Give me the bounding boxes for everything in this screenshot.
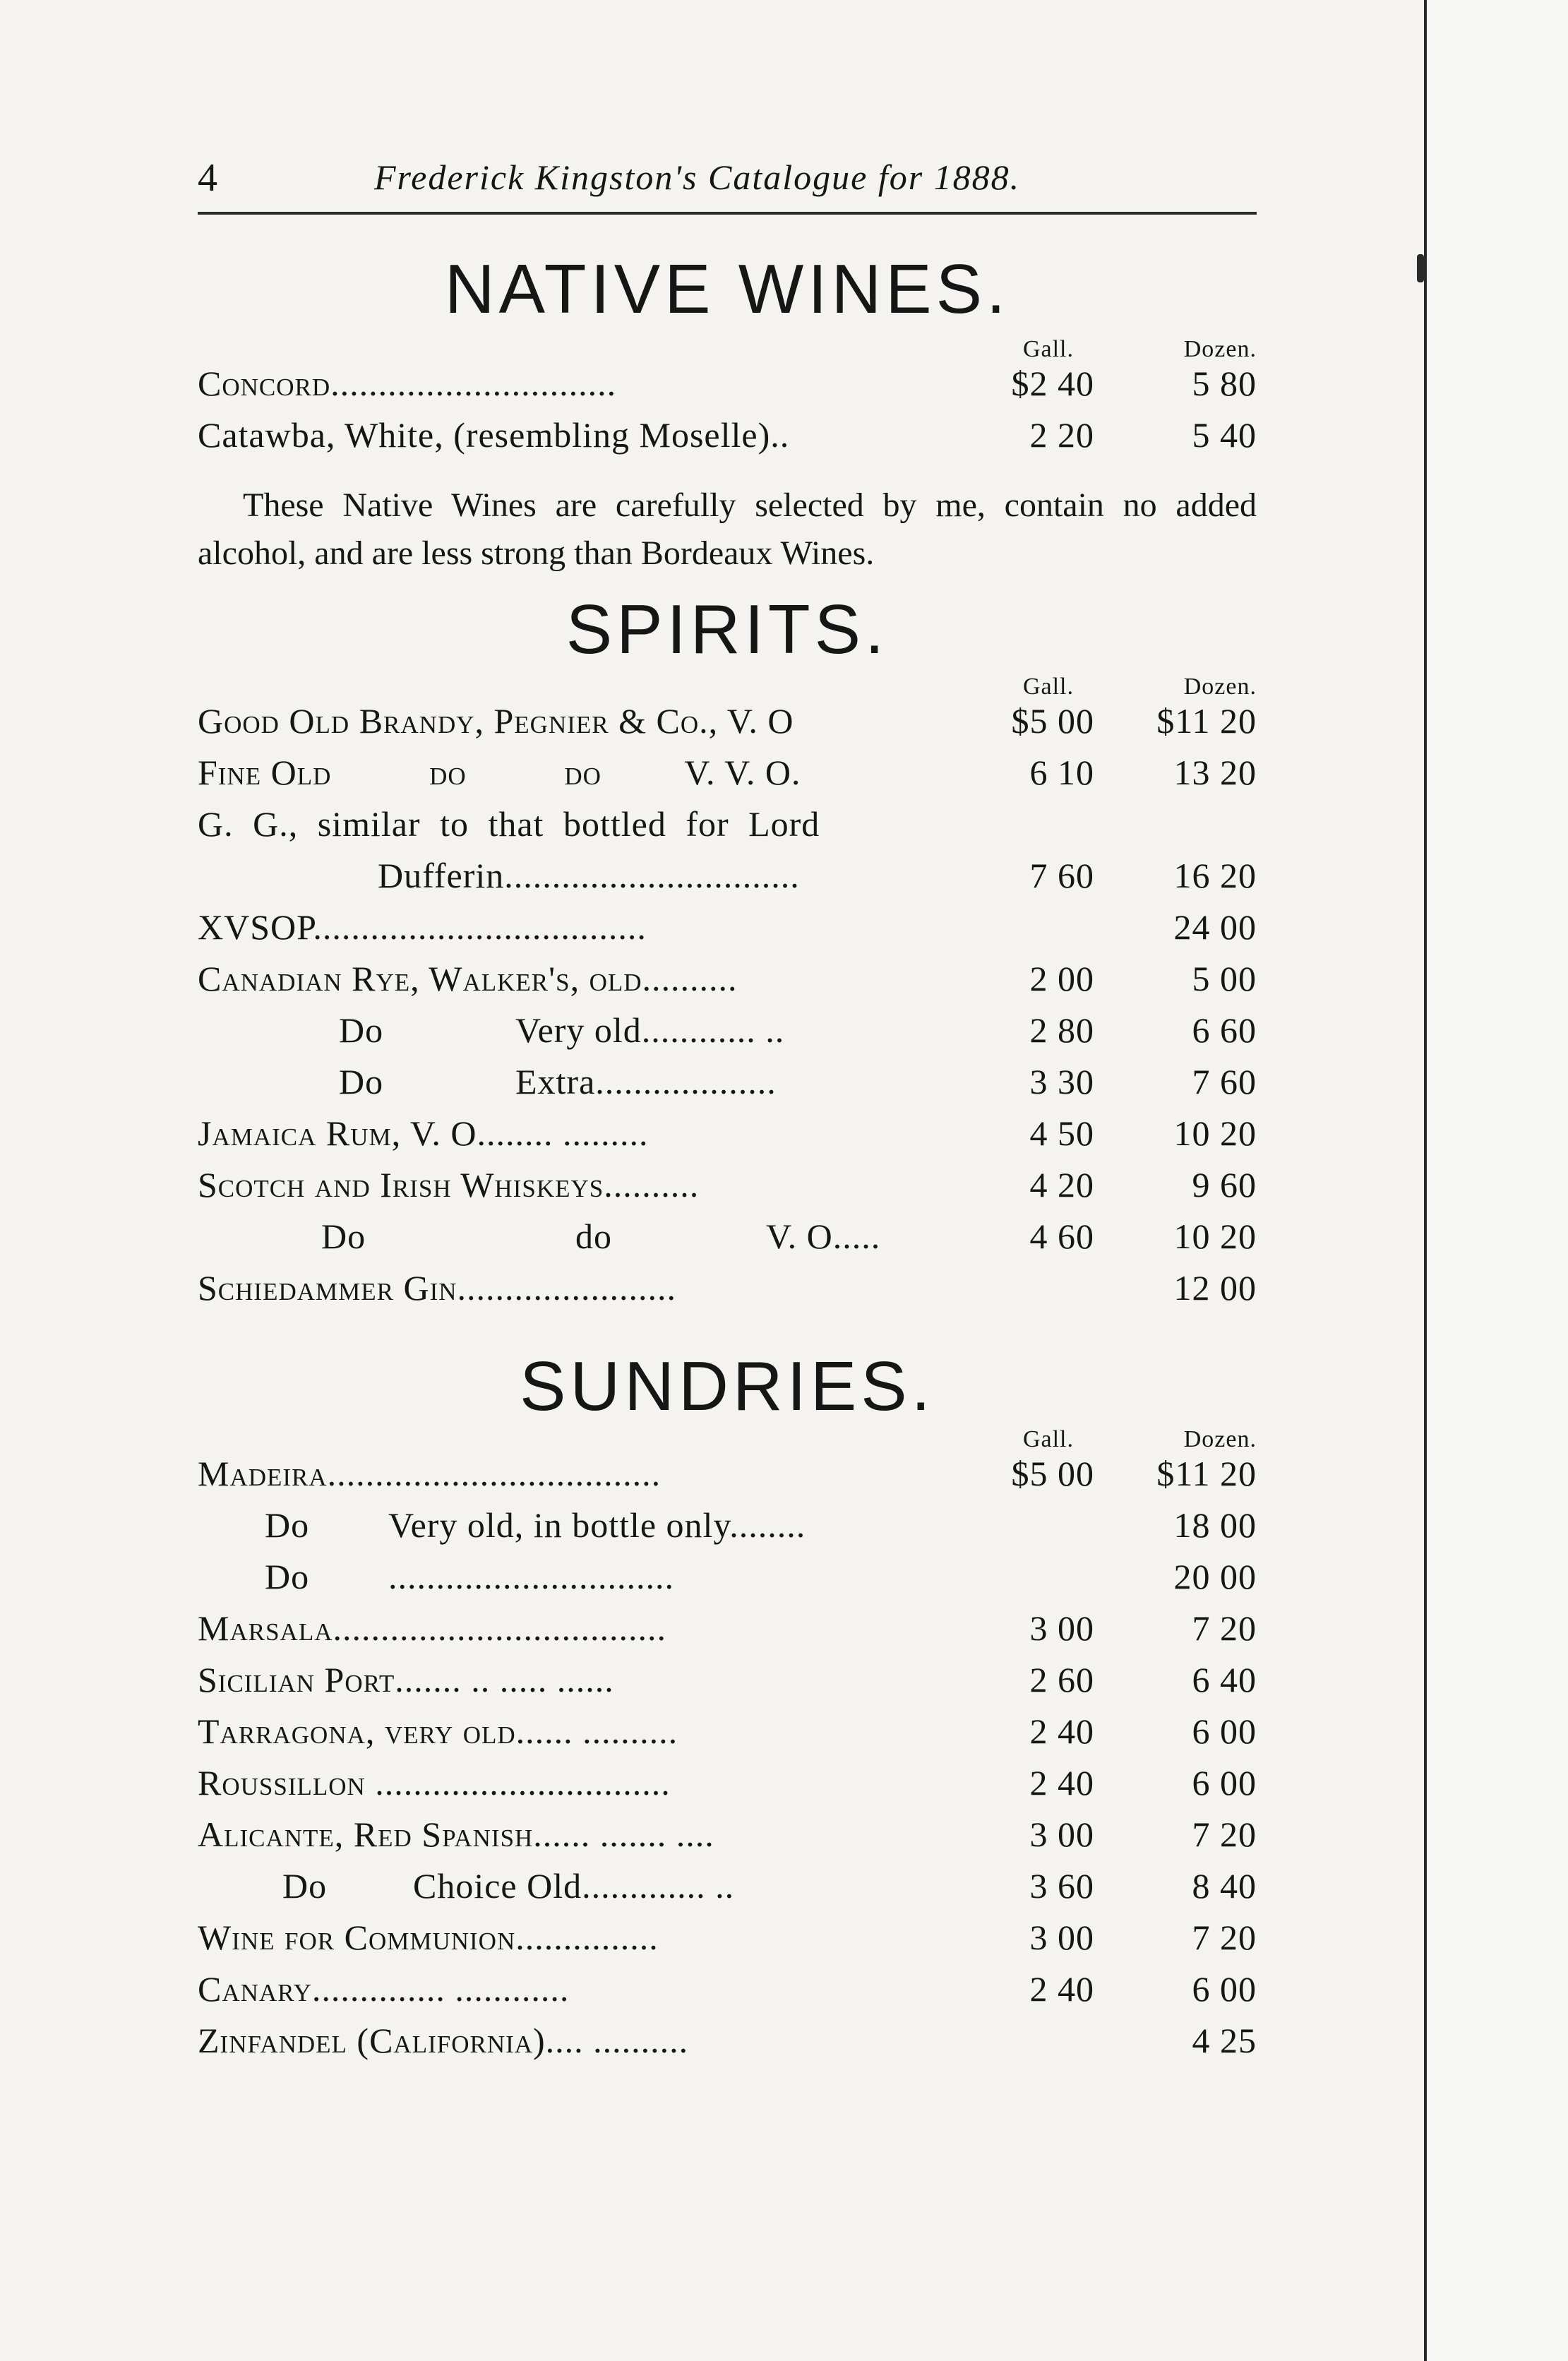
item-name: [198, 1061, 988, 1102]
spirits-section: [198, 590, 1257, 1319]
item-name: [198, 1865, 988, 1906]
price-row: [198, 2020, 1257, 2072]
item-label: Do: [321, 1217, 366, 1256]
item-label: Do: [265, 1505, 310, 1545]
item-mid: ..............................: [388, 1557, 674, 1596]
section-title: SPIRITS.: [565, 590, 889, 668]
item-name: G. G., similar to that bottled for Lord: [198, 804, 820, 844]
catalogue-page: [198, 155, 1257, 2072]
column-headers: [198, 328, 1257, 363]
column-headers: [198, 1425, 1257, 1453]
gall-price: $2 40: [1011, 364, 1094, 403]
price-row: [198, 1010, 1257, 1061]
item-name: Jamaica Rum, V. O........ .........: [198, 1113, 649, 1153]
item-label: Do: [339, 1010, 384, 1050]
gall-price: 2 40: [1029, 1763, 1094, 1803]
item-mid: Extra...................: [515, 1062, 777, 1101]
dozen-price: 6 00: [1192, 1763, 1257, 1803]
price-row: [198, 1453, 1257, 1505]
gall-price: 4 60: [1029, 1217, 1094, 1256]
dozen-price: 8 40: [1192, 1866, 1257, 1906]
price-row: [198, 1711, 1257, 1762]
item-name: Wine for Communion...............: [198, 1918, 659, 1957]
item-tail: V. V. O.: [684, 753, 801, 792]
price-row: [198, 1061, 1257, 1113]
gall-price: 2 40: [1029, 1969, 1094, 2009]
gall-price: 3 60: [1029, 1866, 1094, 1906]
price-row: [198, 1865, 1257, 1917]
gall-price: 3 30: [1029, 1062, 1094, 1101]
item-name: Catawba, White, (resembling Moselle)..: [198, 415, 790, 455]
price-row: [198, 1659, 1257, 1711]
price-row: [198, 1505, 1257, 1556]
gall-price: $5 00: [1011, 1454, 1094, 1493]
item-mid: Very old, in bottle only........: [388, 1505, 806, 1545]
item-name: [198, 1505, 988, 1546]
col-gall: Gall.: [1022, 674, 1075, 700]
gall-price: 2 60: [1029, 1660, 1094, 1699]
gall-price: 2 20: [1029, 415, 1094, 455]
item-name: Marsala...................................: [198, 1608, 666, 1648]
price-row: [198, 958, 1257, 1010]
item-name: [198, 752, 988, 793]
dozen-price: 18 00: [1173, 1505, 1257, 1545]
price-row: [198, 1608, 1257, 1659]
item-name: Sicilian Port....... .. ..... ......: [198, 1660, 614, 1699]
price-row: [198, 414, 1257, 466]
price-row: [198, 855, 1257, 907]
dozen-price: 12 00: [1173, 1268, 1257, 1308]
item-name: Alicante, Red Spanish...... ....... ....: [198, 1815, 714, 1854]
item-name: Scotch and Irish Whiskeys..........: [198, 1165, 700, 1205]
col-dozen: Dozen.: [1183, 1426, 1257, 1452]
item-name: XVSOP...................................: [198, 907, 647, 947]
native-wines-section: [198, 250, 1257, 578]
item-name: Dufferin...............................: [378, 856, 800, 895]
item-name: [198, 1010, 988, 1051]
dozen-price: 16 20: [1173, 856, 1257, 895]
item-label: Do: [282, 1866, 328, 1906]
item-name: Canary.............. ............: [198, 1969, 570, 2009]
gall-price: 7 60: [1029, 856, 1094, 895]
price-row: [198, 1164, 1257, 1216]
item-name: Good Old Brandy, Pegnier & Co., V. O: [198, 701, 794, 741]
col-dozen: Dozen.: [1183, 674, 1257, 700]
price-row: [198, 1917, 1257, 1968]
dozen-price: 5 80: [1192, 364, 1257, 403]
item-name: Zinfandel (California).... ..........: [198, 2021, 689, 2060]
dozen-price: 6 00: [1192, 1711, 1257, 1751]
gall-price: 2 80: [1029, 1010, 1094, 1050]
price-row: [198, 1814, 1257, 1865]
gall-price: $5 00: [1011, 701, 1094, 741]
col-dozen: Dozen.: [1183, 336, 1257, 362]
price-row: [198, 907, 1257, 958]
item-tail: V. O.....: [766, 1217, 881, 1256]
page-edge: [1424, 0, 1568, 2361]
price-row: [198, 1556, 1257, 1608]
dozen-price: 4 25: [1192, 2021, 1257, 2060]
item-mid: do: [429, 753, 467, 792]
dozen-price: 9 60: [1192, 1165, 1257, 1205]
item-name: Concord..............................: [198, 364, 617, 403]
price-row: [198, 1968, 1257, 2020]
dozen-price: 6 60: [1192, 1010, 1257, 1050]
price-row: [198, 1113, 1257, 1164]
dozen-price: 7 60: [1192, 1062, 1257, 1101]
dozen-price: 24 00: [1173, 907, 1257, 947]
dozen-price: 7 20: [1192, 1918, 1257, 1957]
section-title: SUNDRIES.: [520, 1347, 935, 1425]
page-number: 4: [198, 156, 217, 200]
item-mid: do: [564, 753, 602, 792]
running-head: [198, 155, 1257, 215]
price-row: [198, 1267, 1257, 1319]
item-name: Schiedammer Gin.......................: [198, 1268, 677, 1308]
wine-note: These Native Wines are carefully selected by me, contain no added alcohol, and are less strong than Bordeaux Wines.: [198, 486, 1257, 572]
item-name: Canadian Rye, Walker's, old..........: [198, 959, 738, 998]
dozen-price: 20 00: [1173, 1557, 1257, 1596]
item-name: [198, 1216, 988, 1257]
col-gall: Gall.: [1022, 1426, 1075, 1452]
dozen-price: 5 00: [1192, 959, 1257, 998]
dozen-price: 13 20: [1173, 753, 1257, 792]
gall-price: 4 20: [1029, 1165, 1094, 1205]
gall-price: 3 00: [1029, 1815, 1094, 1854]
item-label: Fine Old: [198, 753, 332, 792]
col-gall: Gall.: [1022, 336, 1075, 362]
gall-price: 3 00: [1029, 1608, 1094, 1648]
dozen-price: 6 40: [1192, 1660, 1257, 1699]
dozen-price: $11 20: [1156, 1454, 1257, 1493]
running-title: Frederick Kingston's Catalogue for 1888.: [374, 157, 1021, 197]
column-headers: [198, 668, 1257, 700]
price-row: [198, 363, 1257, 414]
item-label: Do: [339, 1062, 384, 1101]
dozen-price: 10 20: [1173, 1113, 1257, 1153]
dozen-price: 7 20: [1192, 1815, 1257, 1854]
item-mid: do: [575, 1217, 612, 1256]
price-row: [198, 752, 1257, 803]
item-name: [198, 1556, 988, 1597]
dozen-price: $11 20: [1156, 701, 1257, 741]
dozen-price: 10 20: [1173, 1217, 1257, 1256]
item-mid: Very old............ ..: [515, 1010, 785, 1050]
price-row: [198, 803, 1257, 855]
sundries-section: [198, 1347, 1257, 2072]
gall-price: 6 10: [1029, 753, 1094, 792]
item-name: Madeira...................................: [198, 1454, 662, 1493]
item-name: Tarragona, very old...... ..........: [198, 1711, 678, 1751]
gall-price: 2 00: [1029, 959, 1094, 998]
price-row: [198, 1762, 1257, 1814]
section-title: NATIVE WINES.: [444, 250, 1010, 328]
dozen-price: 6 00: [1192, 1969, 1257, 2009]
item-name: Roussillon ...............................: [198, 1763, 671, 1803]
dozen-price: 5 40: [1192, 415, 1257, 455]
gall-price: 3 00: [1029, 1918, 1094, 1957]
item-label: Do: [265, 1557, 310, 1596]
price-row: [198, 700, 1257, 752]
dozen-price: 7 20: [1192, 1608, 1257, 1648]
gall-price: 2 40: [1029, 1711, 1094, 1751]
price-row: [198, 1216, 1257, 1267]
item-mid: Choice Old............. ..: [413, 1866, 735, 1906]
gall-price: 4 50: [1029, 1113, 1094, 1153]
